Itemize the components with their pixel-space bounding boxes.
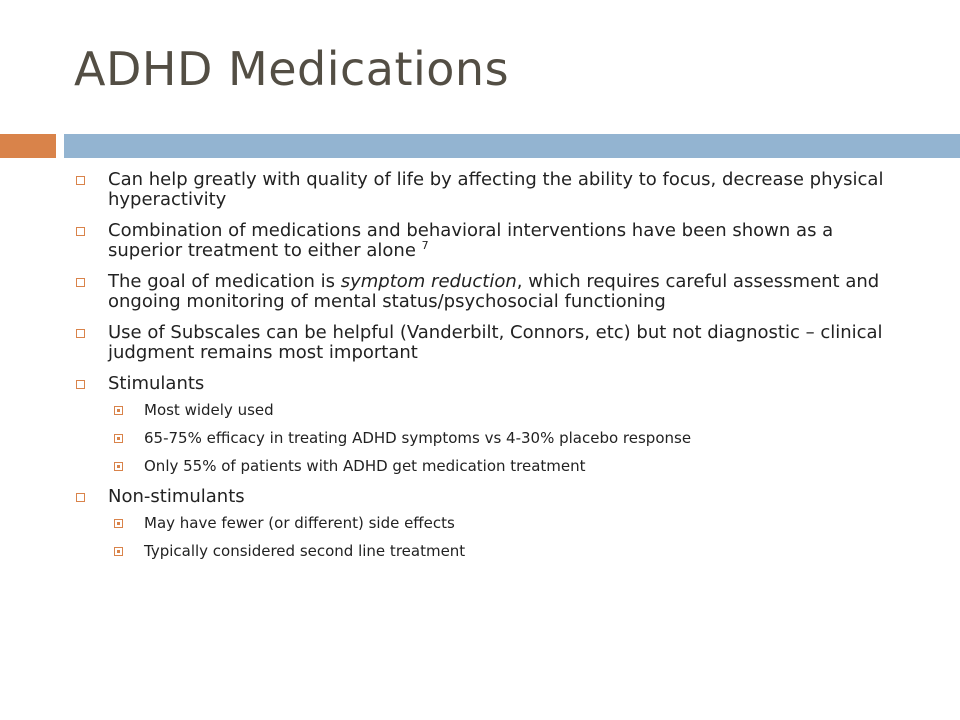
- bullet-text: Can help greatly with quality of life by affecting the ability to focus, decrease physical hyperactivity: [108, 169, 884, 210]
- filled-square-bullet-icon: [114, 519, 123, 528]
- bullet-text-italic: symptom reduction: [340, 271, 517, 292]
- sub-bullet-text: Only 55% of patients with ADHD get medication treatment: [144, 457, 586, 475]
- sub-bullet-item: [108, 428, 884, 448]
- filled-square-bullet-icon: [114, 434, 123, 443]
- bullet-list: [74, 170, 884, 572]
- square-bullet-icon: [76, 329, 85, 338]
- sub-bullet-text: Typically considered second line treatment: [144, 542, 466, 560]
- filled-square-bullet-icon: [114, 547, 123, 556]
- bullet-item: [74, 170, 884, 210]
- bullet-item: [74, 323, 884, 363]
- square-bullet-icon: [76, 493, 85, 502]
- sub-bullet-item: [108, 513, 884, 533]
- sub-bullet-list: [108, 513, 884, 561]
- filled-square-bullet-icon: [114, 462, 123, 471]
- citation-superscript: 7: [421, 239, 429, 252]
- sub-bullet-item: [108, 456, 884, 476]
- square-bullet-icon: [76, 176, 85, 185]
- square-bullet-icon: [76, 380, 85, 389]
- bullet-text-after: , which requires careful assessment and ongoing monitoring of mental status/psychosocial functioning: [108, 271, 880, 312]
- bullet-text: Stimulants: [108, 373, 205, 394]
- filled-square-bullet-icon: [114, 406, 123, 415]
- bullet-item-stimulants: [74, 374, 884, 476]
- sub-bullet-item: [108, 541, 884, 561]
- bullet-item-non-stimulants: [74, 487, 884, 561]
- bullet-text: Use of Subscales can be helpful (Vanderbilt, Connors, etc) but not diagnostic – clinical judgment remains most important: [108, 322, 883, 363]
- sub-bullet-text: Most widely used: [144, 401, 274, 419]
- slide-title: ADHD Medications: [74, 42, 510, 96]
- bullet-text: Non-stimulants: [108, 486, 245, 507]
- bullet-text: Combination of medications and behavioral interventions have been shown as a superior treatment to either alone: [108, 220, 834, 261]
- accent-bar-orange: [0, 134, 56, 158]
- bullet-text-before: The goal of medication is: [108, 271, 341, 292]
- bullet-item: [74, 272, 884, 312]
- sub-bullet-text: 65-75% efficacy in treating ADHD symptoms vs 4-30% placebo response: [144, 429, 692, 447]
- accent-bar-blue: [64, 134, 960, 158]
- square-bullet-icon: [76, 278, 85, 287]
- sub-bullet-item: [108, 400, 884, 420]
- sub-bullet-list: [108, 400, 884, 476]
- bullet-item: [74, 221, 884, 261]
- sub-bullet-text: May have fewer (or different) side effects: [144, 514, 455, 532]
- square-bullet-icon: [76, 227, 85, 236]
